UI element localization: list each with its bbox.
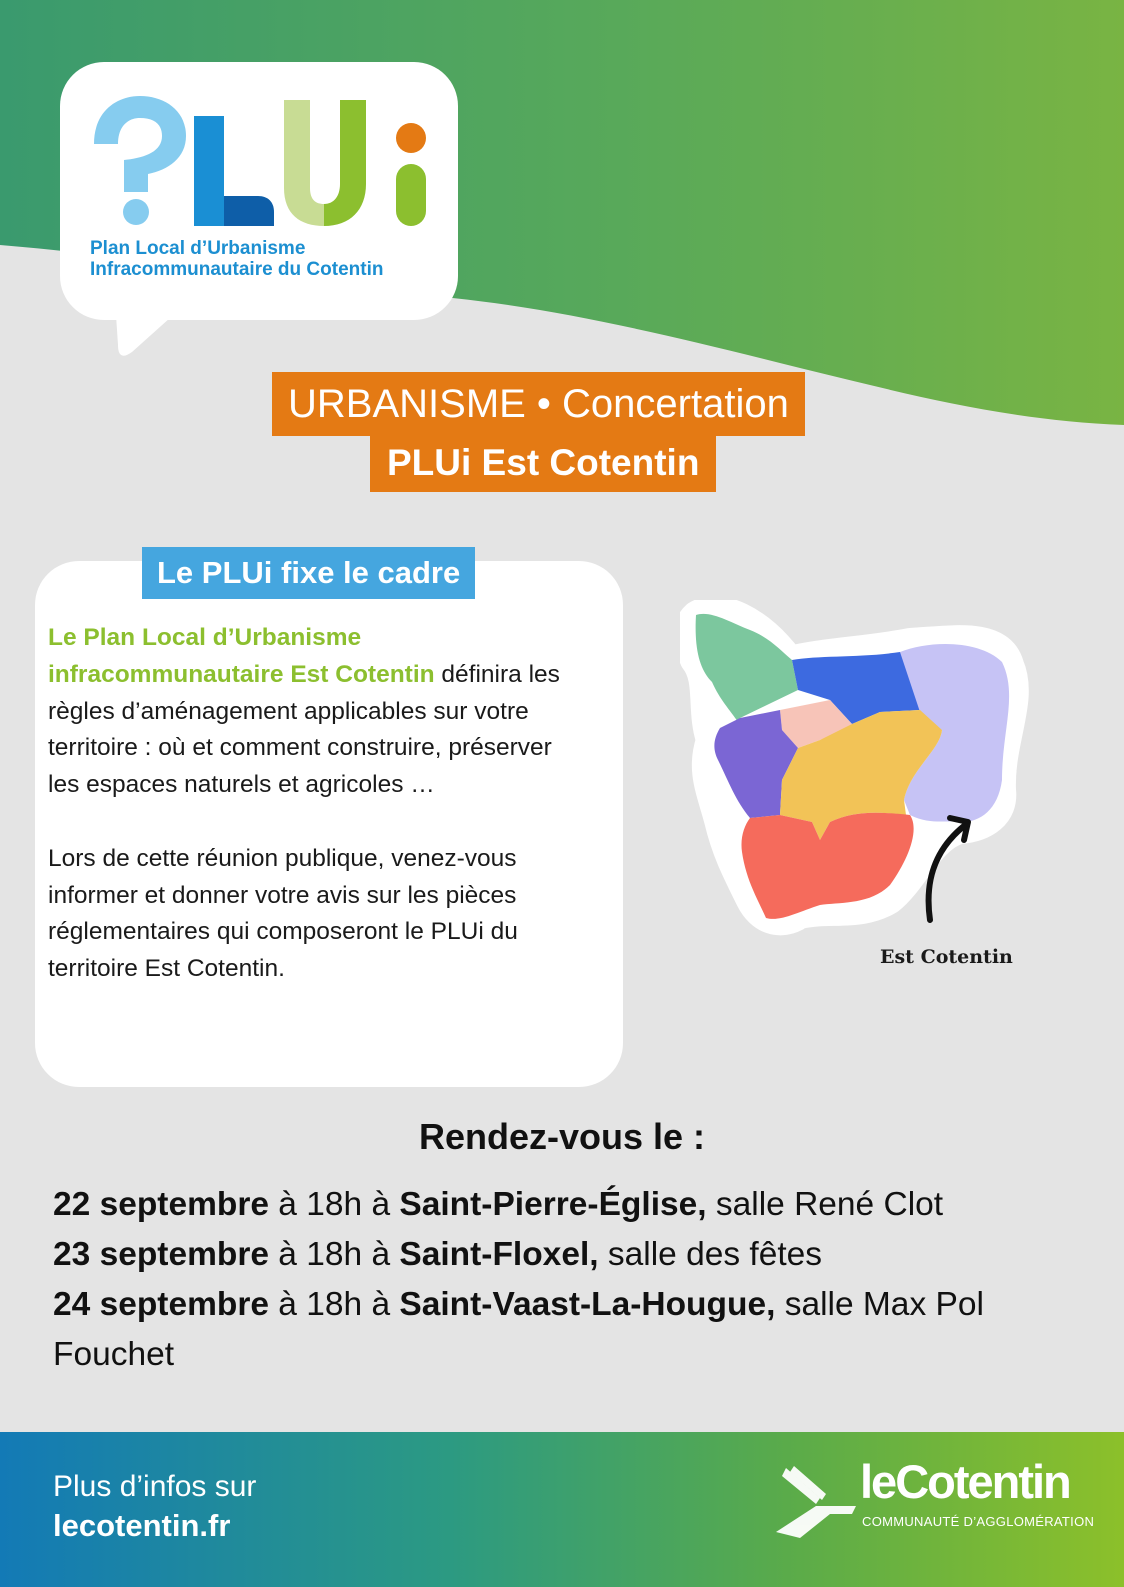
event-venue: salle des fêtes xyxy=(598,1236,823,1273)
title-project: PLUi Est Cotentin xyxy=(370,434,716,492)
event-place: Saint-Pierre-Église, xyxy=(399,1186,707,1223)
rdv-event xyxy=(53,1230,1093,1280)
event-venue: salle Max Pol Fouchet xyxy=(53,1286,984,1373)
event-venue: salle René Clot xyxy=(706,1186,944,1223)
rdv-list xyxy=(53,1180,1093,1380)
event-date: 22 septembre xyxy=(53,1186,269,1223)
event-time: à 18h à xyxy=(269,1236,400,1273)
info-highlight: Le Plan Local d’Urbanisme infracommunautaire Est Cotentin xyxy=(48,624,435,688)
map-label: Est Cotentin xyxy=(880,946,1013,968)
title-category: URBANISME • Concertation xyxy=(272,372,805,436)
info-paragraph-1-rest: définira les règles d’aménagement applicables sur votre territoire : où et comment construire, préserver les espaces naturels et agricoles … xyxy=(48,660,560,799)
event-date: 23 septembre xyxy=(53,1236,269,1273)
rdv-title: Rendez-vous le : xyxy=(418,1116,706,1157)
event-date: 24 septembre xyxy=(53,1286,269,1323)
footer xyxy=(0,1432,1124,1587)
logo-subtitle-line2: Infracommunautaire du Cotentin xyxy=(90,259,384,280)
info-paragraph-1 xyxy=(48,620,578,804)
info-paragraph-2: Lors de cette réunion publique, venez-vous informer et donner votre avis sur les pièces réglementaires qui composeront le PLUi du territoire Est Cotentin. xyxy=(48,844,518,983)
rdv-event xyxy=(53,1280,1093,1380)
territory-map xyxy=(680,600,1040,940)
brand-subtitle: COMMUNAUTÉ D’AGGLOMÉRATION xyxy=(862,1514,1095,1529)
plui-logo-mark xyxy=(88,88,438,228)
event-place: Saint-Floxel, xyxy=(399,1236,599,1273)
info-card-text xyxy=(48,620,578,988)
footer-label: Plus d’infos sur xyxy=(53,1470,257,1503)
event-time: à 18h à xyxy=(269,1286,400,1323)
rdv-event xyxy=(53,1180,1093,1230)
plui-logo xyxy=(60,62,458,320)
event-time: à 18h à xyxy=(269,1186,400,1223)
brand-name: leCotentin xyxy=(860,1455,1070,1508)
footer-website-link[interactable]: lecotentin.fr xyxy=(53,1508,231,1543)
event-place: Saint-Vaast-La-Hougue, xyxy=(399,1286,776,1323)
logo-subtitle-line1: Plan Local d’Urbanisme xyxy=(90,238,306,259)
info-card-heading: Le PLUi fixe le cadre xyxy=(142,547,475,599)
